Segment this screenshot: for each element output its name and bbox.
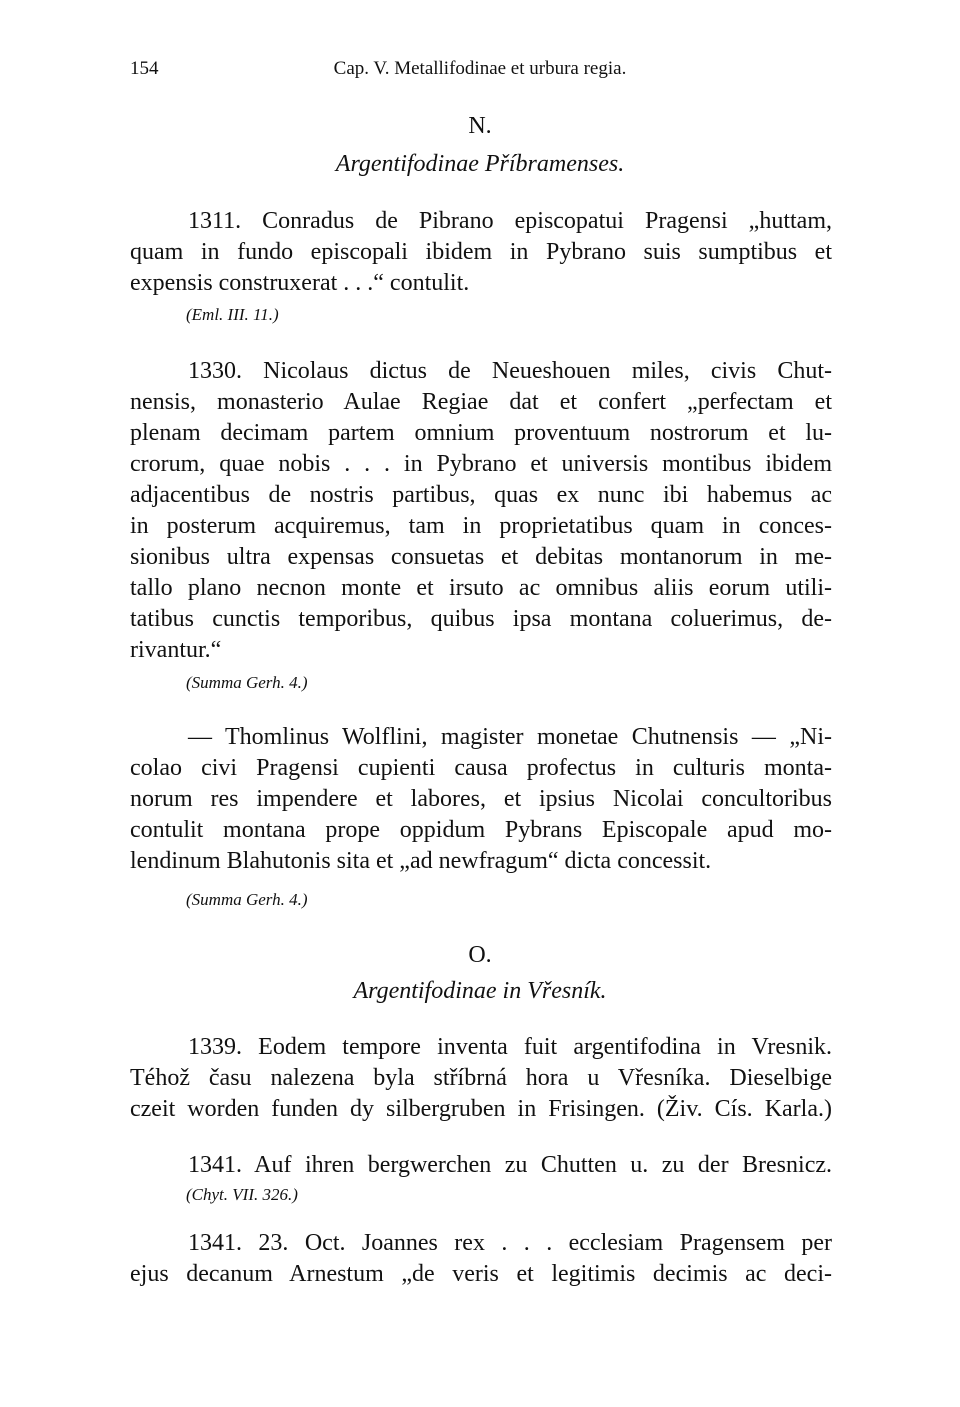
- entry-1330-line: tatibus cunctis temporibus, quibus ipsa montana coluerimus, de-: [130, 606, 832, 632]
- section-letter-n: N.: [468, 113, 492, 139]
- entry-1330-line: adjacentibus de nostris partibus, quas ex nunc ibi habemus ac: [130, 482, 832, 508]
- entry-1311: [130, 206, 832, 299]
- entry-thomlinus-line: lendinum Blahutonis sita et „ad newfragum“ dicta concessit.: [130, 848, 712, 874]
- entry-1341-a-line: 1341. Auf ihren bergwerchen zu Chutten u. zu der Bresnicz.: [188, 1152, 832, 1178]
- citation-1311: (Eml. III. 11.): [186, 305, 279, 324]
- page-number: 154: [130, 58, 159, 79]
- entry-1341-a: [130, 1150, 832, 1181]
- citation-thomlinus: (Summa Gerh. 4.): [186, 890, 308, 909]
- entry-1339-line: czeit worden funden dy silbergruben in Frisingen. (Živ. Cís. Karla.): [130, 1096, 832, 1122]
- section-title-o: Argentifodinae in Vřesník.: [353, 978, 607, 1004]
- citation-1341: (Chyt. VII. 326.): [186, 1185, 298, 1204]
- entry-1339: [130, 1032, 832, 1125]
- entry-1330-line: sionibus ultra expensas consuetas et debitas montanorum in me-: [130, 544, 832, 570]
- entry-1311-line: quam in fundo episcopali ibidem in Pybrano suis sumptibus et: [130, 239, 832, 265]
- entry-thomlinus: [130, 722, 832, 877]
- entry-1311-line: 1311. Conradus de Pibrano episcopatui Pragensi „huttam,: [188, 208, 832, 234]
- section-title-n: Argentifodinae Příbramenses.: [335, 151, 625, 177]
- entry-1311-line: expensis construxerat . . .“ contulit.: [130, 270, 470, 296]
- entry-thomlinus-line: colao civi Pragensi cupienti causa profectus in culturis monta-: [130, 755, 832, 781]
- entry-1330-line: plenam decimam partem omnium proventuum nostrorum et lu-: [130, 420, 832, 446]
- entry-thomlinus-line: — Thomlinus Wolflini, magister monetae Chutnensis — „Ni-: [188, 724, 832, 750]
- entry-1341-b: [130, 1228, 832, 1290]
- entry-1330-line: in posterum acquiremus, tam in proprietatibus quam in conces-: [130, 513, 832, 539]
- entry-1341-b-line: ejus decanum Arnestum „de veris et legitimis decimis ac deci-: [130, 1261, 832, 1287]
- entry-1341-b-line: 1341. 23. Oct. Joannes rex . . . ecclesiam Pragensem per: [188, 1230, 832, 1256]
- entry-1330-line: rivantur.“: [130, 637, 222, 663]
- entry-thomlinus-line: norum res impendere et labores, et ipsius Nicolai concultoribus: [130, 786, 832, 812]
- entry-1339-line: Téhož času nalezena byla stříbrná hora u Vřesníka. Dieselbige: [130, 1065, 832, 1091]
- entry-1330-line: crorum, quae nobis . . . in Pybrano et universis montibus ibidem: [130, 451, 832, 477]
- running-title: Cap. V. Metallifodinae et urbura regia.: [333, 58, 627, 79]
- section-letter-o: O.: [468, 942, 492, 968]
- entry-1330-line: tallo plano necnon monte et irsuto ac omnibus aliis eorum utili-: [130, 575, 832, 601]
- entry-thomlinus-line: contulit montana prope oppidum Pybrans Episcopale apud mo-: [130, 817, 832, 843]
- entry-1330: [130, 356, 832, 666]
- page-header: [130, 58, 830, 88]
- entry-1330-line: 1330. Nicolaus dictus de Neueshouen miles, civis Chut-: [188, 358, 832, 384]
- entry-1330-line: nensis, monasterio Aulae Regiae dat et confert „perfectam et: [130, 389, 832, 415]
- citation-1330: (Summa Gerh. 4.): [186, 673, 308, 692]
- entry-1339-line: 1339. Eodem tempore inventa fuit argentifodina in Vresnik.: [188, 1034, 832, 1060]
